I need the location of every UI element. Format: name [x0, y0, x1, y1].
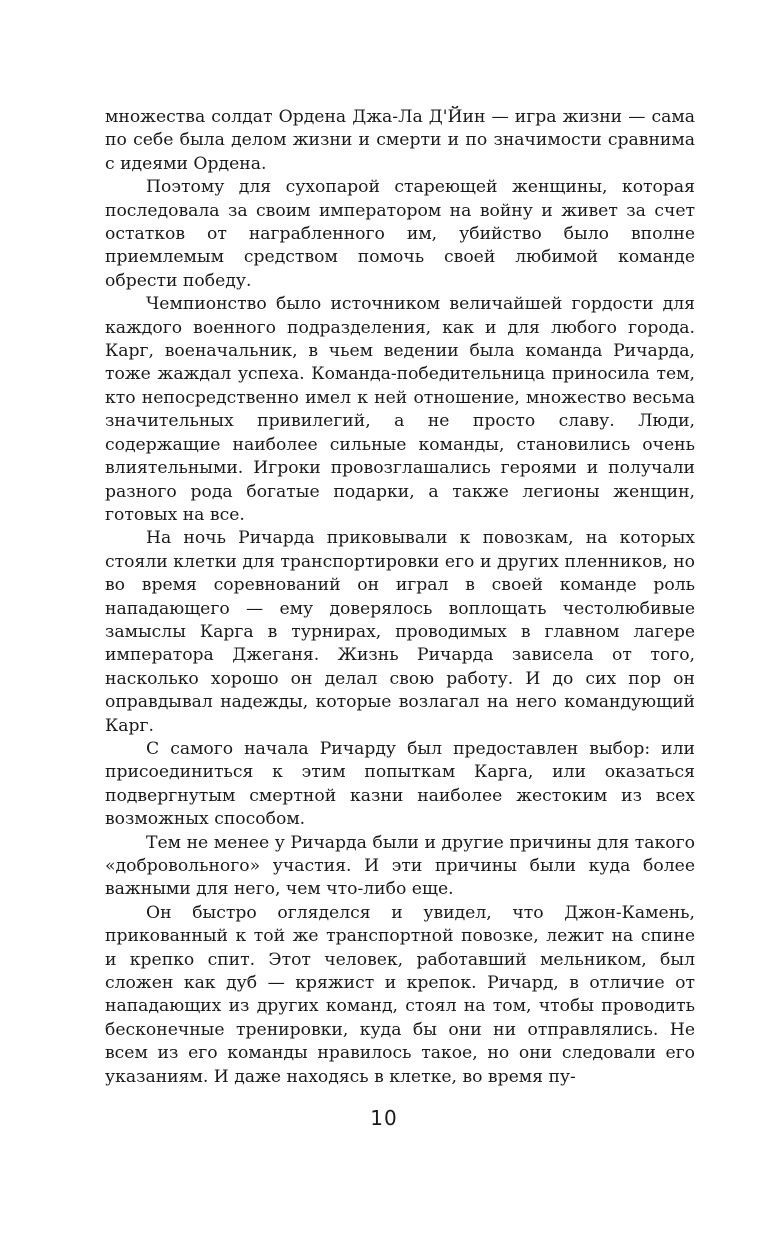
- paragraph-4: На ночь Ричарда приковывали к повозкам, на которых стояли клетки для транспортировки его и других пленников, но во время соревнований он играл в своей команде роль нападающего — ему доверялось воплощать честолюбивые замыслы Карга в турнирах, проводимых в главном лагере императора Джеганя. Жизнь Ричарда зависела от того, насколько хорошо он делал свою работу. И до сих пор он оправдывал надежды, которые возлагал на него командующий Карг.: [105, 528, 695, 736]
- paragraph-5: С самого начала Ричарду был предоставлен выбор: или присоединиться к этим попыткам Карга, или оказаться подвергнутым смертной казни наиболее жестоким из всех возможных способом.: [105, 738, 695, 830]
- paragraph-7: Он быстро огляделся и увидел, что Джон-Камень, прикованный к той же транспортной повозке, лежит на спине и крепко спит. Этот человек, работавший мельником, был сложен как дуб — кряжист и крепок. Ричард, в отличие от нападающих из других команд, стоял на том, чтобы проводить бесконечные тренировки, куда бы они ни отправлялись. Не всем из его команды нравилось такое, но они следовали его указаниям. И даже находясь в клетке, во время пу-: [105, 902, 695, 1087]
- paragraph-6: Тем не менее у Ричарда были и другие причины для такого «добровольного» участия. И эти причины были куда более важными для него, чем что-либо еще.: [105, 832, 695, 900]
- paragraph-2: Поэтому для сухопарой стареющей женщины, которая последовала за своим императором на войну и живет за счет остатков от награбленного им, убийство было вполне приемлемым средством помочь своей любимой команде обрести победу.: [105, 177, 695, 291]
- paragraph-1: множества солдат Ордена Джа-Ла Д'Йин — игра жизни — сама по себе была делом жизни и смерти и по значимости сравнима с идеями Ордена.: [105, 107, 695, 174]
- paragraph-3: Чемпионство было источником величайшей гордости для каждого военного подразделения, как и для любого города. Карг, военачальник, в чьем ведении была команда Ричарда, тоже жаждал успеха. Команда-победительница приносила тем, кто непосредственно имел к ней отношение, множество весьма значительных привилегий, а не просто славу. Люди, содержащие наиболее сильные команды, становились очень влиятельными. Игроки провозглашались героями и получали разного рода богатые подарки, а также легионы женщин, готовых на все.: [105, 294, 695, 525]
- page-number: 10: [370, 1106, 398, 1130]
- page-body: [105, 106, 695, 1089]
